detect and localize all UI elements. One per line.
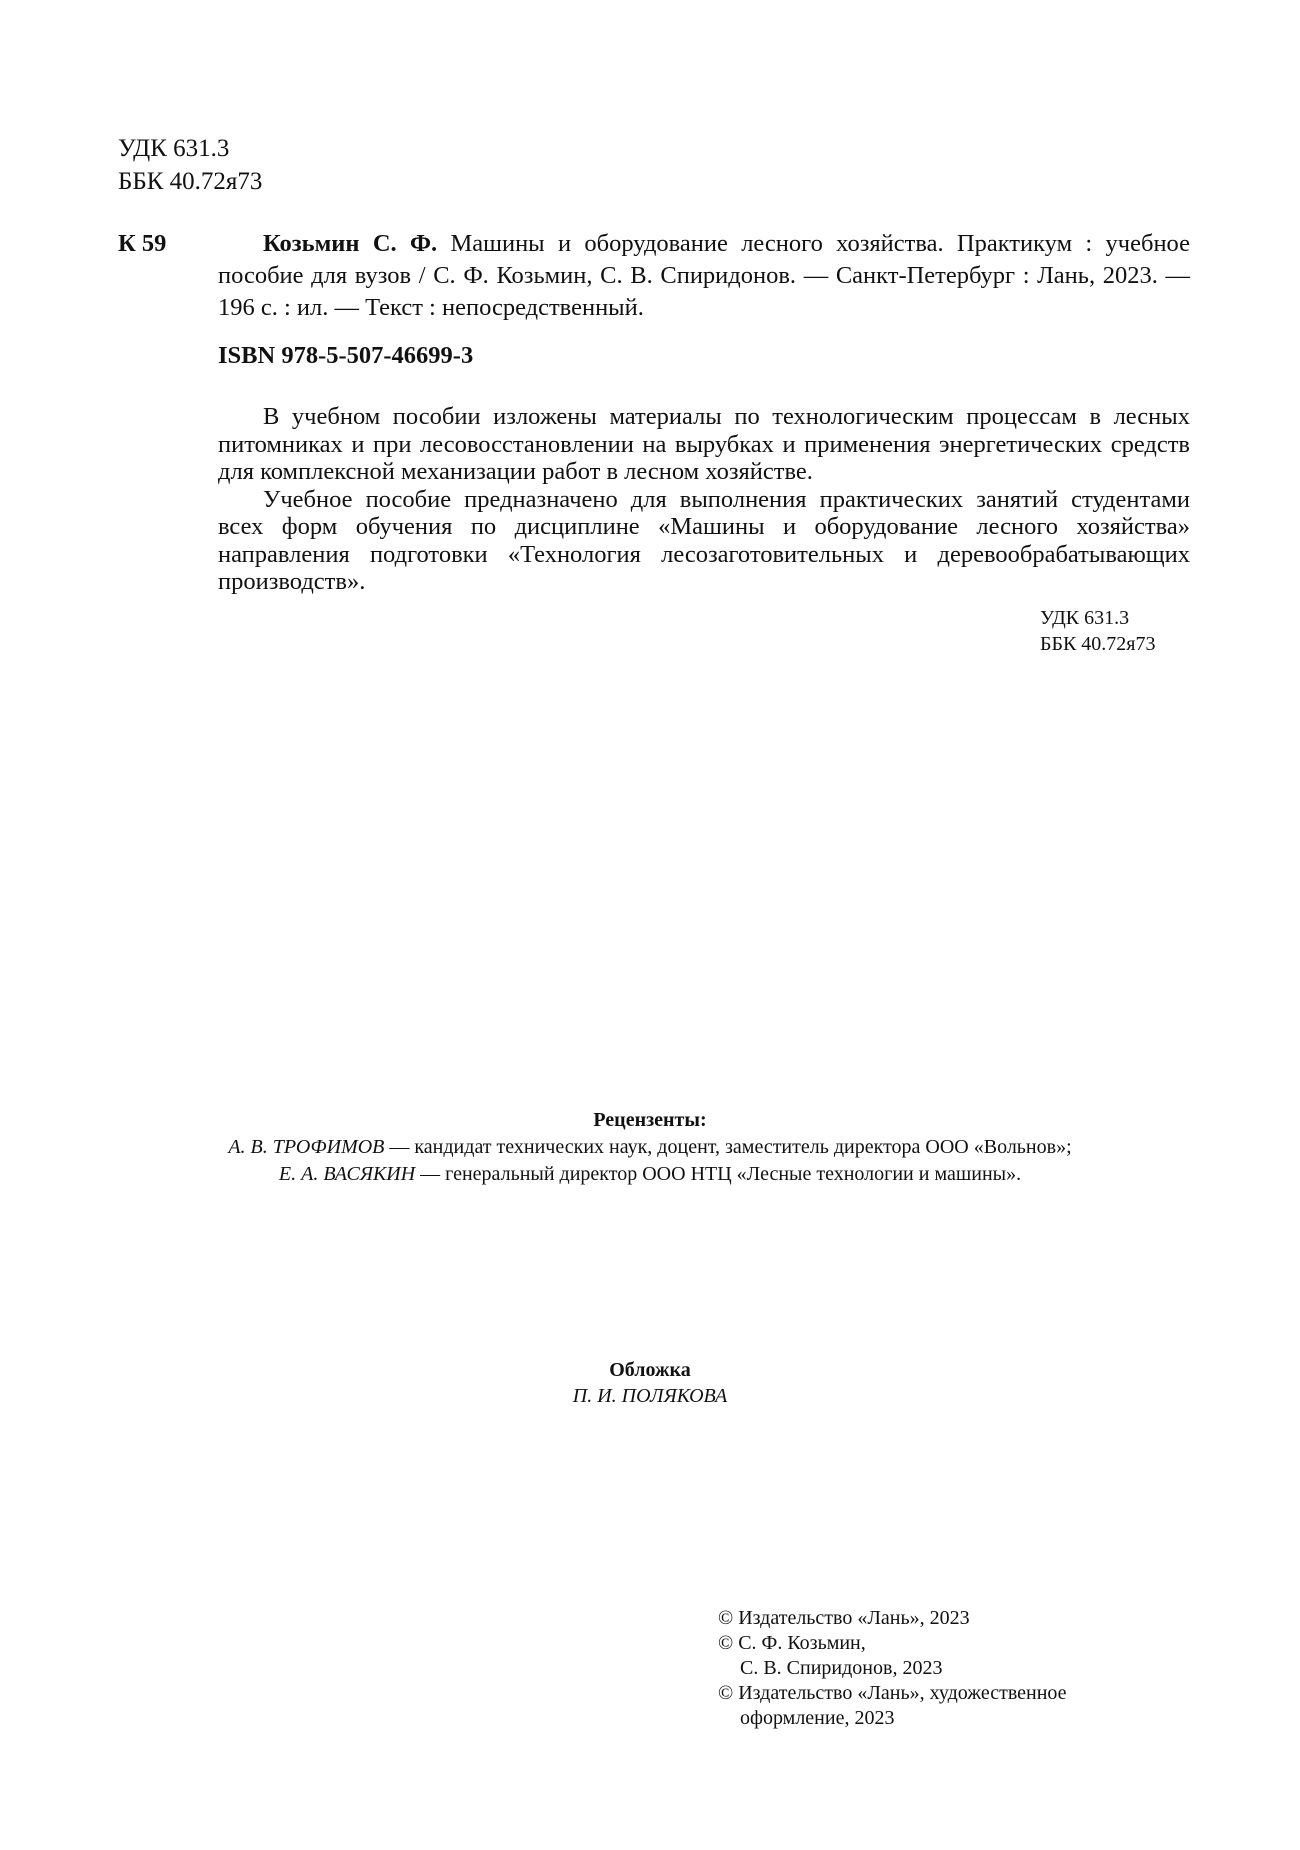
- copyright-line: С. В. Спиридонов, 2023: [740, 1657, 943, 1679]
- classification-bottom: [1040, 605, 1156, 657]
- catalog-entry: [118, 228, 1190, 324]
- abstract: [218, 403, 1190, 596]
- reviewers-heading: Рецензенты:: [593, 1109, 707, 1131]
- classification-top: [118, 132, 262, 198]
- bbk-code: ББК 40.72я73: [118, 168, 263, 195]
- reviewer-name: Е. А. ВАСЯКИН: [278, 1163, 416, 1185]
- copyright-line: оформление, 2023: [740, 1707, 895, 1729]
- author-sign: К 59: [118, 230, 167, 257]
- copyright-line: © Издательство «Лань», художественное: [718, 1682, 1067, 1704]
- bibliographic-description: [218, 228, 1190, 324]
- reviewer-line: [100, 1134, 1200, 1161]
- reviewer-line: [100, 1161, 1200, 1188]
- author-name: Козьмин С. Ф.: [263, 230, 438, 257]
- copyright-block: [718, 1606, 1067, 1731]
- reviewer-details: — кандидат технических наук, доцент, заместитель директора ООО «Вольнов»;: [384, 1136, 1072, 1158]
- cover-heading: Обложка: [609, 1359, 691, 1381]
- cover-designer: П. И. ПОЛЯКОВА: [572, 1385, 728, 1407]
- isbn: ISBN 978-5-507-46699-3: [218, 342, 474, 369]
- cover-credit: [100, 1357, 1200, 1409]
- reviewers: [100, 1107, 1200, 1188]
- bbk-code: ББК 40.72я73: [1040, 633, 1156, 655]
- reviewer-details: — генеральный директор ООО НТЦ «Лесные технологии и машины».: [415, 1163, 1022, 1185]
- description-text: Машины и оборудование лесного хозяйства. Практикум : учебное пособие для вузов / С. Ф. Козьмин, С. В. Спиридонов. — Санкт-Петербург : Лань, 2023. — 196 с. : ил. — Текст : непосредственный.: [218, 230, 1190, 321]
- abstract-paragraph: В учебном пособии изложены материалы по технологическим процессам в лесных питомниках и при лесовосстановлении на вырубках и применения энергетических средств для комплексной механизации работ в лесном хозяйстве.: [218, 403, 1190, 485]
- copyright-line: © С. Ф. Козьмин,: [718, 1632, 866, 1654]
- copyright-line: © Издательство «Лань», 2023: [718, 1607, 970, 1629]
- udk-code: УДК 631.3: [118, 135, 230, 162]
- udk-code: УДК 631.3: [1040, 607, 1130, 629]
- reviewer-name: А. В. ТРОФИМОВ: [228, 1136, 385, 1158]
- abstract-paragraph: Учебное пособие предназначено для выполнения практических занятий студентами всех форм обучения по дисциплине «Машины и оборудование лесного хозяйства» направления подготовки «Технология лесозаготовительных и деревообрабатывающих производств».: [218, 485, 1190, 595]
